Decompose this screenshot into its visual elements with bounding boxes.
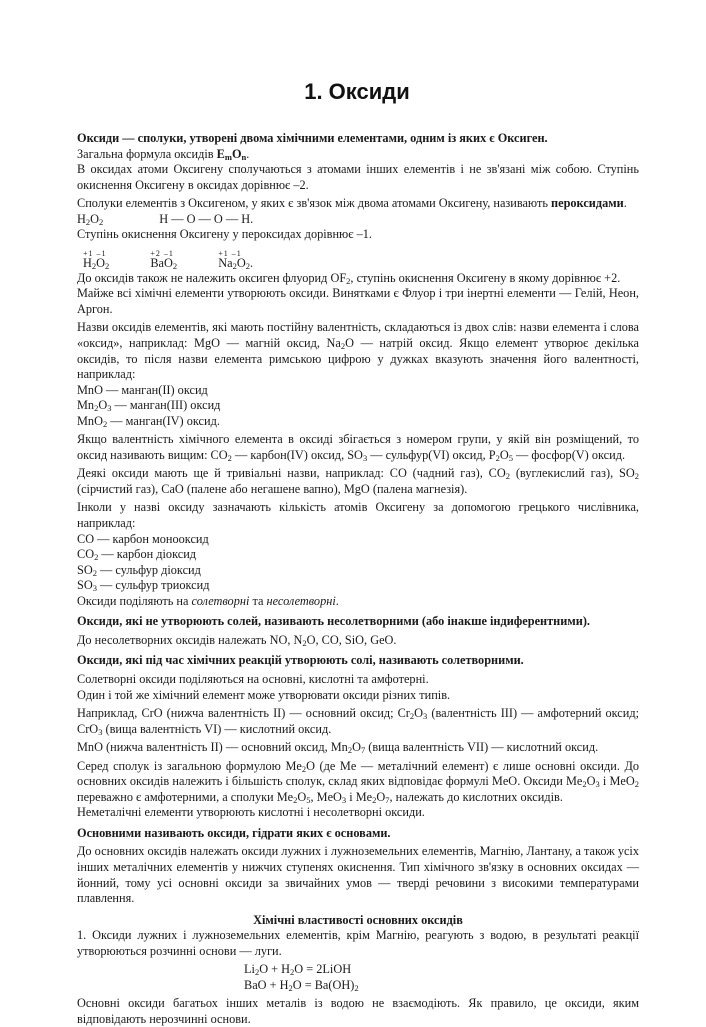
so2-name: $SO_2$ — сульфур діоксид bbox=[77, 562, 201, 578]
non-salt-forming-definition: Оксиди, які не утворюють солей, називають несолетворними (або інакше індиферентними). bbox=[77, 614, 590, 629]
mno-name: MnO — манган(II) оксид bbox=[77, 382, 208, 397]
oxygen-bond-paragraph: В оксидах атоми Оксигену сполучаються з атомами інших елементів і не зв'язані між собою. Ступінь окиснення Оксигену в оксидах дорівнює –2. bbox=[77, 162, 639, 192]
page-title: 1. Оксиди bbox=[304, 79, 410, 104]
greek-numeral-paragraph: Інколи у назві оксиду зазначають кількість атомів Оксигену за допомогою грецького числівника, наприклад: bbox=[77, 500, 639, 531]
oxide-classes-line: Оксиди поділяють на солетворні та несолетворні. bbox=[77, 593, 339, 608]
chromium-example: Наприклад, CrO (нижча валентність II) — основний оксид; $Cr_2O_3$ (валентність III) — амфотерний оксид; CrO$_3$ (вища валентність VI) — кислотний оксид. bbox=[77, 706, 639, 737]
salt-forming-types: Солетворні оксиди поділяються на основні, кислотні та амфотерні. bbox=[77, 671, 429, 686]
document-body bbox=[77, 131, 639, 1027]
metal-oxide-formulas-paragraph: Серед сполук із загальною формулою $Me_2O$ (де Me — металічний елемент) є лише основні оксиди. До основних оксидів належить і більшість сполук, склад яких відповідає формулі MeO. Оксиди $Me_2O_3$ і MeO$_2$ переважно є амфотерними, а сполуки $Me_2O_5$, MeO$_3$ і $Me_2O_7$, належать до кислотних оксидів. bbox=[77, 758, 639, 805]
so3-name: $SO_3$ — сульфур триоксид bbox=[77, 578, 210, 594]
bao2-example: +2 –1 BaO$_2$ bbox=[150, 248, 178, 271]
equation-bao: BaO + $H_2O = Ba(OH)_2$ bbox=[244, 977, 359, 993]
exceptions-paragraph: Майже всі хімічні елементи утворюють оксиди. Винятками є Флуор і три інертні елементи — Гелій, Неон, Аргон. bbox=[77, 286, 639, 316]
basic-oxide-paragraph: До основних оксидів належать оксиди лужних і лужноземельних елементів, Магнію, Лантану, а також усіх інших металічних елементів у нижчих ступенях окиснення. Тип хімічного зв'язку в основних оксидах — йонний, тому усі основні оксиди за звичайних умов — тверді речовини з високими температурами плавлення. bbox=[77, 844, 639, 906]
oxide-definition: Оксиди — сполуки, утворені двома хімічними елементами, одним із яких є Оксиген. bbox=[77, 131, 548, 145]
peroxide-definition: Сполуки елементів з Оксигеном, у яких є зв'язок між двома атомами Оксигену, називають пероксидами. bbox=[77, 196, 627, 211]
peroxide-oxidation-line: Ступінь окиснення Оксигену у пероксидах дорівнює –1. bbox=[77, 227, 372, 242]
co2-name: $CO_2$ — карбон діоксид bbox=[77, 547, 197, 563]
naming-paragraph: Назви оксидів елементів, які мають постійну валентність, складаються із двох слів: назви елемента і слова «оксид», наприклад: MgO — магній оксид, $Na_2O$ — натрій оксид. Якщо елемент утворює декілька оксидів, то після назви елемента римською цифрою у дужках вказують значення його валентності, наприклад: bbox=[77, 320, 639, 382]
equation-li2o: $Li_2O + H_2O$ = 2LiOH bbox=[244, 962, 352, 978]
non-salt-forming-list: До несолетворних оксидів належать NO, $N_2O$, CO, SiO, GeO. bbox=[77, 632, 397, 648]
manganese-example: MnO (нижча валентність II) — основний оксид, $Mn_2O_7$ (вища валентність VII) — кислотний оксид. bbox=[77, 740, 599, 756]
of2-paragraph: До оксидів також не належить оксиген флуорид $OF_2$, ступінь окиснення Оксигену в якому дорівнює +2. bbox=[77, 270, 621, 286]
higher-oxide-paragraph: Якщо валентність хімічного елемента в оксиді збігається з номером групи, у якій він розміщений, то оксид називають вищим: $CO_2$ — карбон(IV) оксид, $SO_3$ — сульфур(VI) оксид, $P_2O_5$ — фосфор(V) оксид. bbox=[77, 432, 639, 463]
salt-forming-definition: Оксиди, які під час хімічних реакцій утворюють солі, називають солетворними. bbox=[77, 653, 524, 668]
final-paragraph: Основні оксиди багатьох інших металів із водою не взаємодіють. Як правило, це оксиди, яким відповідають нерозчинні основи. bbox=[77, 996, 639, 1026]
one-element-line: Один і той же хімічний елемент може утворювати оксиди різних типів. bbox=[77, 687, 451, 702]
mno2-name: MnO$_2$ — манган(IV) оксид. bbox=[77, 413, 220, 429]
general-formula-line: Загальна формула оксидів $E_mO_n$. bbox=[77, 146, 250, 162]
peroxide-examples bbox=[77, 248, 639, 271]
peroxide-formula-line: $H_2O_2$ H — O — O — H. bbox=[77, 211, 254, 227]
co-name: CO — карбон монооксид bbox=[77, 531, 209, 546]
trivial-names-paragraph: Деякі оксиди мають ще й тривіальні назви, наприклад: CO (чадний газ), $CO_2$ (вуглекислий газ), $SO_2$ (сірчистий газ), CaO (палене або негашене вапно), MgO (палена магнезія). bbox=[77, 466, 639, 496]
basic-oxide-definition: Основними називають оксиди, гідрати яких є основами. bbox=[77, 825, 391, 840]
nonmetal-oxides-line: Неметалічні елементи утворюють кислотні і несолетворні оксиди. bbox=[77, 805, 425, 820]
h2o2-example: +1 –1 $H_2O_2$ bbox=[83, 248, 110, 271]
na2o2-example: +1 –1 $Na_2O_2$. bbox=[218, 248, 254, 271]
section-heading: Хімічні властивості основних оксидів bbox=[253, 912, 463, 927]
mn2o3-name: $Mn_2O_3$ — манган(III) оксид bbox=[77, 398, 221, 414]
property-1: 1. Оксиди лужних і лужноземельних елементів, крім Магнію, реагують з водою, в результаті реакції утворюються розчинні основи — луги. bbox=[77, 928, 639, 958]
